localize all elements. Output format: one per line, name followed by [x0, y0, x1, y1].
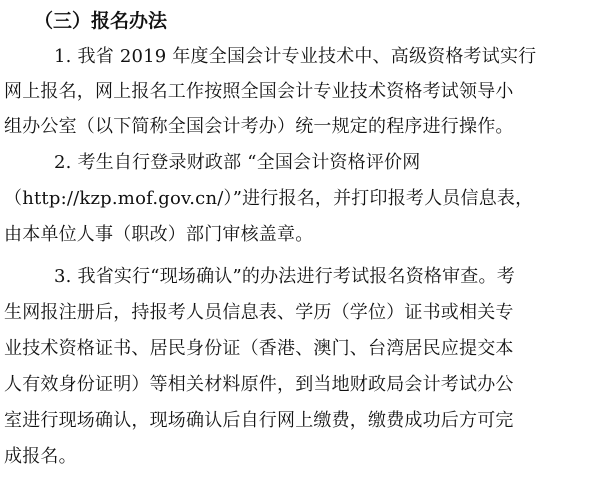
paragraph-2-line-1: 2. 考生自行登录财政部 “全国会计资格评价网 — [54, 152, 421, 173]
paragraph-3-line-2: 生网报注册后，持报考人员信息表、学历（学位）证书或相关专 — [4, 302, 514, 323]
paragraph-2-line-2: （http://kzp.mof.gov.cn/）”进行报名，并打印报考人员信息表， — [4, 188, 534, 209]
paragraph-2-line-3: 由本单位人事（职改）部门审核盖章。 — [4, 224, 314, 245]
paragraph-1-line-3: 组办公室（以下简称全国会计考办）统一规定的程序进行操作。 — [4, 116, 514, 137]
paragraph-1-line-2: 网上报名，网上报名工作按照全国会计专业技术资格考试领导小 — [4, 81, 514, 102]
paragraph-3-line-3: 业技术资格证书、居民身份证（香港、澳门、台湾居民应提交本 — [4, 338, 514, 359]
paragraph-1-line-1: 1. 我省 2019 年度全国会计专业技术中、高级资格考试实行 — [54, 46, 537, 67]
paragraph-3-line-1: 3. 我省实行“现场确认”的办法进行考试报名资格审查。考 — [54, 266, 515, 287]
paragraph-3-line-6: 成报名。 — [4, 446, 77, 467]
section-heading: （三）报名办法 — [34, 10, 168, 32]
paragraph-3-line-4: 人有效身份证明）等相关材料原件，到当地财政局会计考试办公 — [4, 374, 514, 395]
paragraph-3-line-5: 室进行现场确认，现场确认后自行网上缴费，缴费成功后方可完 — [4, 410, 514, 431]
